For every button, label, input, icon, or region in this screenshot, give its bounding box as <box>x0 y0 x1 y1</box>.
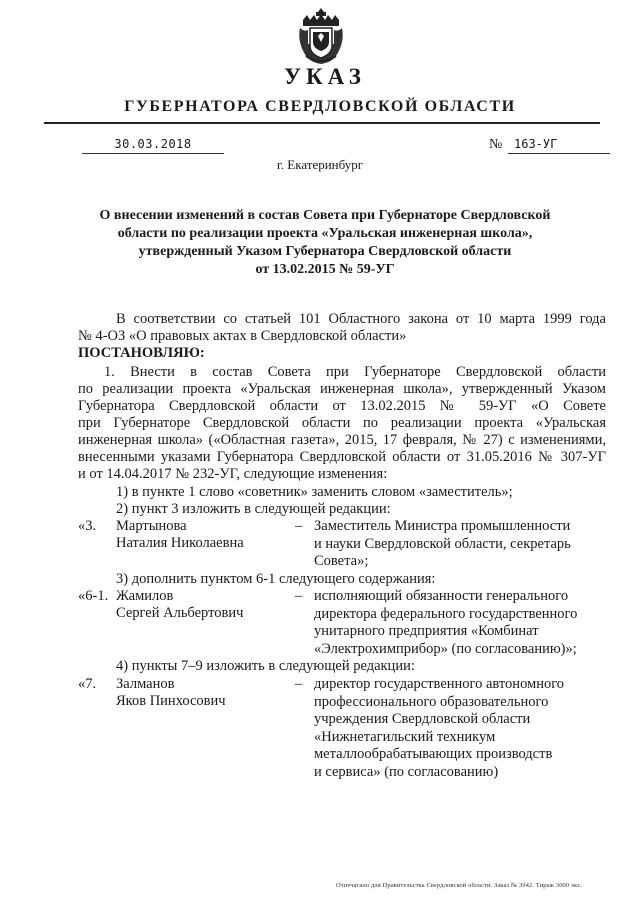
entry-number: «3. <box>78 518 97 534</box>
number-label: № <box>489 137 503 152</box>
paragraph-line: Губернатора Свердловской области от 13.02.2015 № 59-УГ «О Совете <box>78 398 606 414</box>
entry-desc-line: Совета»; <box>314 553 369 569</box>
subitem-1: 1) в пункте 1 слово «советник» заменить словом «заместитель»; <box>116 484 513 500</box>
paragraph-line: 1. Внести в состав Совета при Губернаторе Свердловской области <box>104 364 606 380</box>
decree-date: 30.03.2018 <box>82 137 224 154</box>
subitem-3: 3) дополнить пунктом 6-1 следующего содержания: <box>116 571 436 587</box>
entry-desc-line: металлообрабатывающих производств <box>314 746 553 762</box>
decree-heading <box>60 207 590 279</box>
entry-surname: Жамилов <box>116 588 174 604</box>
document-type-title: УКАЗ <box>284 64 366 89</box>
entry-desc-line: директор государственного автономного <box>314 676 565 692</box>
entry-number: «7. <box>78 676 97 692</box>
entry-desc-line: директора федерального государственного <box>314 605 578 622</box>
entry-dash: – <box>295 518 303 534</box>
entry-surname: Мартынова <box>116 518 187 534</box>
entry-description <box>314 588 614 658</box>
entry-desc-line: «Электрохимприбор» (по согласованию)»; <box>314 640 577 657</box>
paragraph-line: и от 14.04.2017 № 232-УГ, следующие изменения: <box>78 466 388 482</box>
decree-word: ПОСТАНОВЛЯЮ: <box>78 345 205 361</box>
entry-desc-line: «Нижнетагильский техникум <box>314 728 496 745</box>
entry-given-names: Наталия Николаевна <box>116 535 244 551</box>
preamble-line: № 4-ОЗ «О правовых актах в Свердловской области» <box>78 328 407 344</box>
entry-desc-line: исполняющий обязанности генерального <box>314 588 569 604</box>
entry-desc-line: унитарного предприятия «Комбинат <box>314 623 539 639</box>
paragraph-line: по реализации проекта «Уральская инженерная школа», утвержденный Указом <box>78 381 606 397</box>
coat-of-arms-icon <box>296 6 346 66</box>
heading-line: от 13.02.2015 № 59-УГ <box>255 262 395 277</box>
entry-desc-line: учреждения Свердловской области <box>314 711 531 727</box>
entry-description <box>314 518 614 571</box>
entry-given-names: Яков Пинхосович <box>116 693 226 709</box>
subitem-4: 4) пункты 7–9 изложить в следующей редакции: <box>116 658 415 674</box>
heading-line: утвержденный Указом Губернатора Свердловской области <box>138 244 512 259</box>
decree-number: 163-УГ <box>508 137 610 154</box>
print-imprint: Отпечатано для Правительства Свердловской области. Заказ № 3942. Тираж 3000 экз. <box>336 882 582 889</box>
paragraph-line: внесенными указами Губернатора Свердловской области от 31.05.2016 № 307-УГ <box>78 449 606 465</box>
entry-desc-line: профессионального образовательного <box>314 693 549 710</box>
entry-dash: – <box>295 676 303 692</box>
entry-desc-line: и науки Свердловской области, секретарь <box>314 535 571 552</box>
entry-given-names: Сергей Альбертович <box>116 605 244 621</box>
subitem-2: 2) пункт 3 изложить в следующей редакции: <box>116 501 391 517</box>
preamble-line: В соответствии со статьей 101 Областного закона от 10 марта 1999 года <box>116 311 606 327</box>
heading-line: области по реализации проекта «Уральская инженерная школа», <box>117 226 533 241</box>
entry-description <box>314 676 614 781</box>
paragraph-line: при Губернаторе Свердловской области по реализации проекта «Уральская <box>78 415 606 431</box>
entry-desc-line: и сервиса» (по согласованию) <box>314 763 499 780</box>
paragraph-line: инженерная школа» («Областная газета», 2015, 17 февраля, № 27) с изменениями, <box>78 432 606 448</box>
header-divider <box>44 122 600 124</box>
entry-dash: – <box>295 588 303 604</box>
entry-surname: Залманов <box>116 676 175 692</box>
entry-number: «6-1. <box>78 588 109 604</box>
entry-desc-line: Заместитель Министра промышленности <box>314 518 571 534</box>
city: г. Екатеринбург <box>276 157 364 172</box>
issuer-title: ГУБЕРНАТОРА СВЕРДЛОВСКОЙ ОБЛАСТИ <box>124 98 516 115</box>
heading-line: О внесении изменений в состав Совета при Губернаторе Свердловской <box>99 208 551 223</box>
